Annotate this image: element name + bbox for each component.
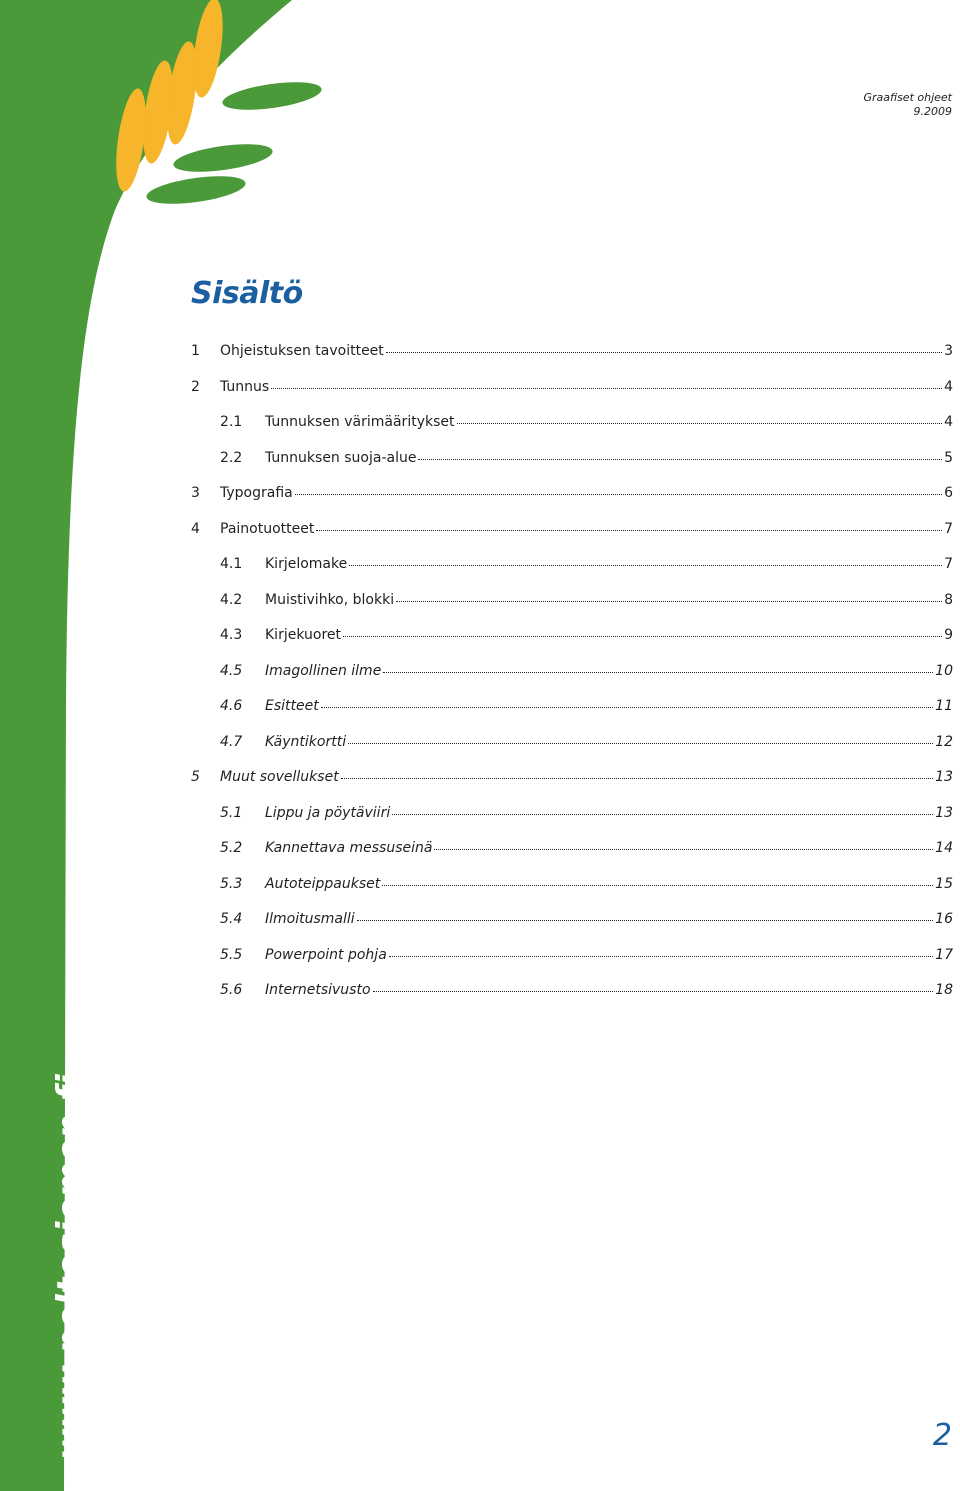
toc-leader-dots <box>457 411 943 424</box>
toc-entry-page: 16 <box>935 911 953 927</box>
toc-entry-number: 2.2 <box>220 449 243 466</box>
toc-entry[interactable] <box>191 697 953 733</box>
toc-entry-number: 5 <box>191 769 200 785</box>
toc-entry[interactable] <box>191 378 953 414</box>
toc-leader-dots <box>373 979 934 992</box>
toc-leader-dots <box>434 837 933 850</box>
toc-entry-number: 4.1 <box>220 556 243 572</box>
toc-leader-dots <box>348 731 933 744</box>
toc-leader-dots <box>396 589 942 602</box>
toc-entry-number: 4.6 <box>220 698 243 714</box>
toc-entry[interactable] <box>191 591 953 627</box>
toc-entry[interactable] <box>191 342 953 378</box>
toc-entry-page: 18 <box>935 982 953 998</box>
toc-entry-page: 9 <box>944 627 953 643</box>
toc-leader-dots <box>271 376 942 389</box>
toc-entry[interactable] <box>191 875 953 911</box>
green-leaf <box>221 77 323 115</box>
toc-entry-page: 8 <box>944 591 953 608</box>
toc-entry-page: 4 <box>944 414 953 430</box>
toc-entry-number: 5.3 <box>220 875 243 892</box>
toc-entry[interactable] <box>191 839 953 875</box>
document-type: Graafiset ohjeet <box>863 91 952 104</box>
toc-entry-label: Käyntikortti <box>265 733 347 750</box>
toc-entry-number: 5.2 <box>220 840 243 856</box>
toc-leader-dots <box>386 340 942 353</box>
toc-entry-label: Ohjeistuksen tavoitteet <box>220 343 384 359</box>
toc-entry[interactable] <box>191 626 953 662</box>
toc-entry-page: 4 <box>944 378 953 395</box>
toc-entry-page: 11 <box>935 698 953 714</box>
toc-entry-number: 5.5 <box>220 946 243 963</box>
toc-entry-label: Tunnuksen suoja-alue <box>265 449 417 466</box>
toc-leader-dots <box>295 482 942 495</box>
toc-entry-number: 5.4 <box>220 911 243 927</box>
toc-entry-label: Tunnus <box>220 378 270 395</box>
toc-entry-number: 5.6 <box>220 982 243 998</box>
toc-leader-dots <box>321 695 933 708</box>
toc-leader-dots <box>349 553 942 566</box>
toc-leader-dots <box>343 624 942 637</box>
toc-entry-label: Muistivihko, blokki <box>265 591 395 608</box>
toc-entry-label: Typografia <box>220 485 293 501</box>
toc-entry-number: 2 <box>191 378 200 395</box>
toc-entry[interactable] <box>191 733 953 769</box>
toc-entry[interactable] <box>191 981 953 1017</box>
green-leaf <box>145 171 247 209</box>
toc-entry-label: Kirjekuoret <box>265 627 341 643</box>
toc-leader-dots <box>357 908 934 921</box>
toc-entry[interactable] <box>191 662 953 698</box>
table-of-contents <box>191 342 953 1017</box>
toc-entry-page: 13 <box>935 804 953 821</box>
document-date: 9.2009 <box>913 105 952 118</box>
toc-leader-dots <box>392 802 933 815</box>
toc-entry[interactable] <box>191 449 953 485</box>
page-title: Sisältö <box>191 276 303 311</box>
toc-entry-label: Esitteet <box>265 698 319 714</box>
toc-entry-number: 1 <box>191 343 200 359</box>
toc-entry-label: Kirjelomake <box>265 556 348 572</box>
toc-entry[interactable] <box>191 484 953 520</box>
toc-entry[interactable] <box>191 804 953 840</box>
toc-entry-page: 6 <box>944 485 953 501</box>
toc-leader-dots <box>389 944 933 957</box>
toc-entry-label: Autoteippaukset <box>265 875 381 892</box>
toc-entry-label: Kannettava messuseinä <box>265 840 433 856</box>
toc-entry-label: Lippu ja pöytäviiri <box>265 804 391 821</box>
toc-entry-number: 4.7 <box>220 733 243 750</box>
toc-entry-number: 4.2 <box>220 591 243 608</box>
toc-entry[interactable] <box>191 910 953 946</box>
toc-entry[interactable] <box>191 768 953 804</box>
toc-entry-number: 3 <box>191 485 200 501</box>
toc-leader-dots <box>341 766 933 779</box>
toc-entry-label: Muut sovellukset <box>220 769 339 785</box>
toc-leader-dots <box>316 518 942 531</box>
toc-entry[interactable] <box>191 520 953 556</box>
toc-entry[interactable] <box>191 555 953 591</box>
toc-entry-page: 10 <box>935 662 953 679</box>
toc-entry-label: Painotuotteet <box>220 520 315 537</box>
toc-entry-page: 7 <box>944 520 953 537</box>
toc-entry-page: 5 <box>944 449 953 466</box>
page-number: 2 <box>932 1418 952 1453</box>
toc-entry-label: Imagollinen ilme <box>265 662 382 679</box>
toc-entry-page: 13 <box>935 769 953 785</box>
toc-entry-label: Internetsivusto <box>265 982 371 998</box>
toc-entry[interactable] <box>191 413 953 449</box>
toc-entry-number: 4 <box>191 520 200 537</box>
toc-leader-dots <box>383 660 933 673</box>
toc-entry-page: 17 <box>935 946 953 963</box>
toc-entry-page: 3 <box>944 343 953 359</box>
toc-entry[interactable] <box>191 946 953 982</box>
toc-entry-label: Tunnuksen värimääritykset <box>265 414 455 430</box>
document-header-note <box>863 91 952 119</box>
toc-entry-number: 4.3 <box>220 627 243 643</box>
toc-entry-page: 7 <box>944 556 953 572</box>
toc-entry-page: 15 <box>935 875 953 892</box>
toc-entry-page: 14 <box>935 840 953 856</box>
toc-entry-number: 2.1 <box>220 414 243 430</box>
green-leaf <box>172 139 274 177</box>
toc-entry-label: Powerpoint pohja <box>265 946 387 963</box>
toc-leader-dots <box>418 447 942 460</box>
toc-entry-label: Ilmoitusmalli <box>265 911 355 927</box>
toc-entry-number: 4.5 <box>220 662 243 679</box>
website-url: www.peltosiemen.fi <box>50 1073 90 1460</box>
toc-entry-number: 5.1 <box>220 804 243 821</box>
toc-entry-page: 12 <box>935 733 953 750</box>
toc-leader-dots <box>382 873 933 886</box>
